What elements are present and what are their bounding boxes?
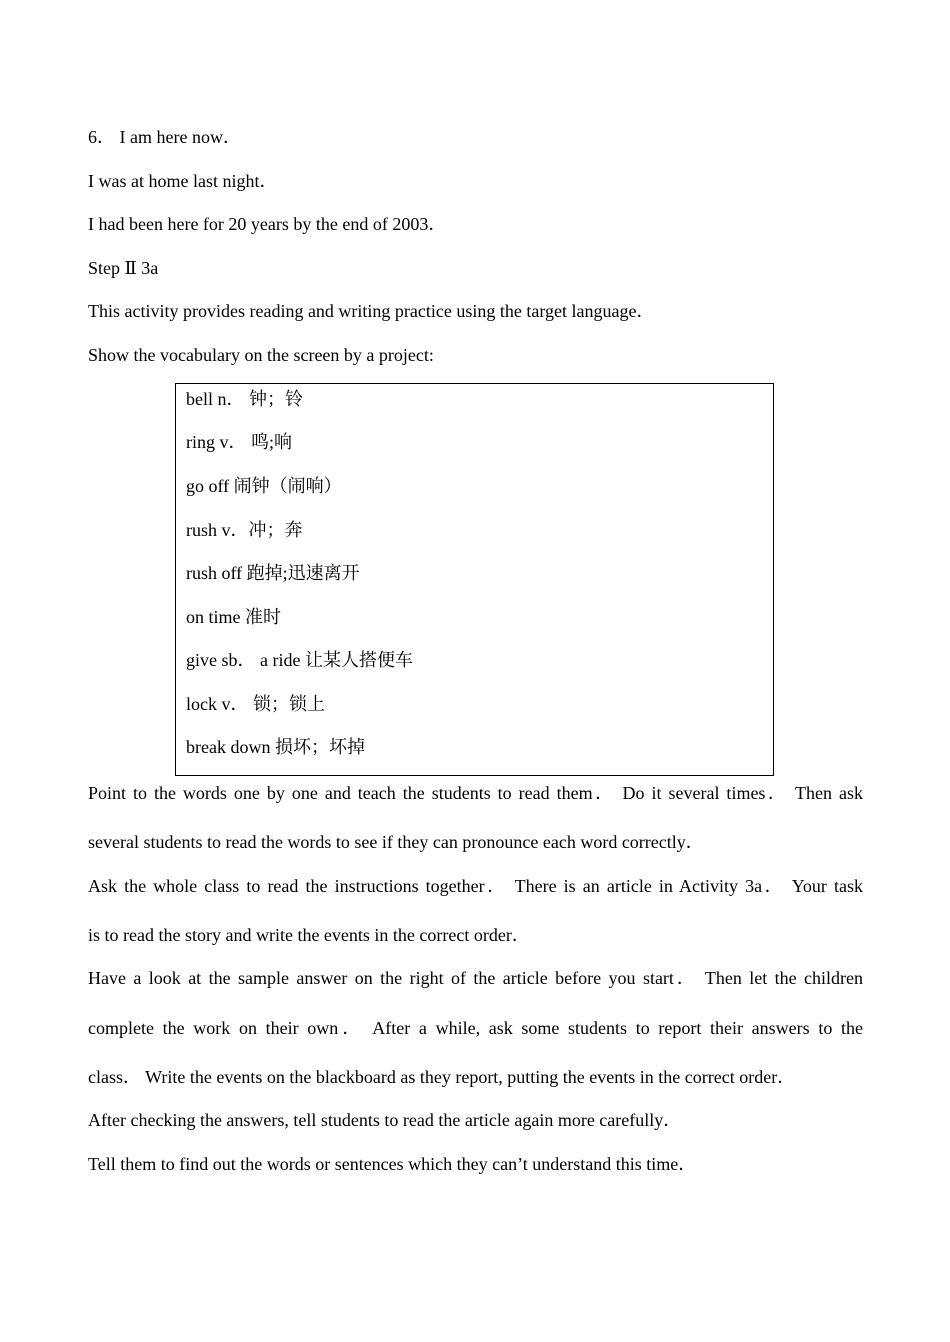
paragraph-2-line-2: is to read the story and write the events in the correct order． [88,925,530,945]
paragraph-1-line-1: Point to the words one by one and teach the students to read them． Do it several times． Then ask [88,783,863,803]
paragraph-4: After checking the answers, tell students to read the article again more carefully． [88,1110,682,1130]
example-sentence-1: 6． I am here now． [88,127,241,147]
example-sentence-3: I had been here for 20 years by the end of 2003． [88,214,447,234]
vocab-item: rush off 跑掉;迅速离开 [186,563,360,583]
paragraph-3-line-1: Have a look at the sample answer on the right of the article before you start． Then let the children [88,968,863,988]
vocab-item: rush v．冲；奔 [186,520,303,540]
show-vocabulary-instruction: Show the vocabulary on the screen by a project: [88,345,434,365]
paragraph-3-line-3: class． Write the events on the blackboard as they report, putting the events in the correct order． [88,1067,796,1087]
step-heading: Step Ⅱ 3a [88,258,159,278]
vocab-item: break down 损坏；坏掉 [186,737,365,757]
vocab-item: bell n． 钟；铃 [186,389,303,409]
vocab-item: go off 闹钟（闹响） [186,476,342,496]
paragraph-5: Tell them to find out the words or sentences which they can’t understand this time． [88,1154,697,1174]
paragraph-1-line-2: several students to read the words to see if they can pronounce each word correctly． [88,832,704,852]
example-sentence-2: I was at home last night． [88,171,278,191]
vocab-item: ring v． 鸣;响 [186,432,292,452]
vocab-item: give sb． a ride 让某人搭便车 [186,650,413,670]
vocabulary-box [175,383,774,776]
activity-description: This activity provides reading and writing practice using the target language． [88,301,655,321]
paragraph-3-line-2: complete the work on their own． After a while, ask some students to report their answers to the [88,1018,863,1038]
paragraph-2-line-1: Ask the whole class to read the instructions together． There is an article in Activity 3a． Your task [88,876,863,896]
vocab-item: lock v． 锁；锁上 [186,694,325,714]
vocab-item: on time 准时 [186,607,281,627]
